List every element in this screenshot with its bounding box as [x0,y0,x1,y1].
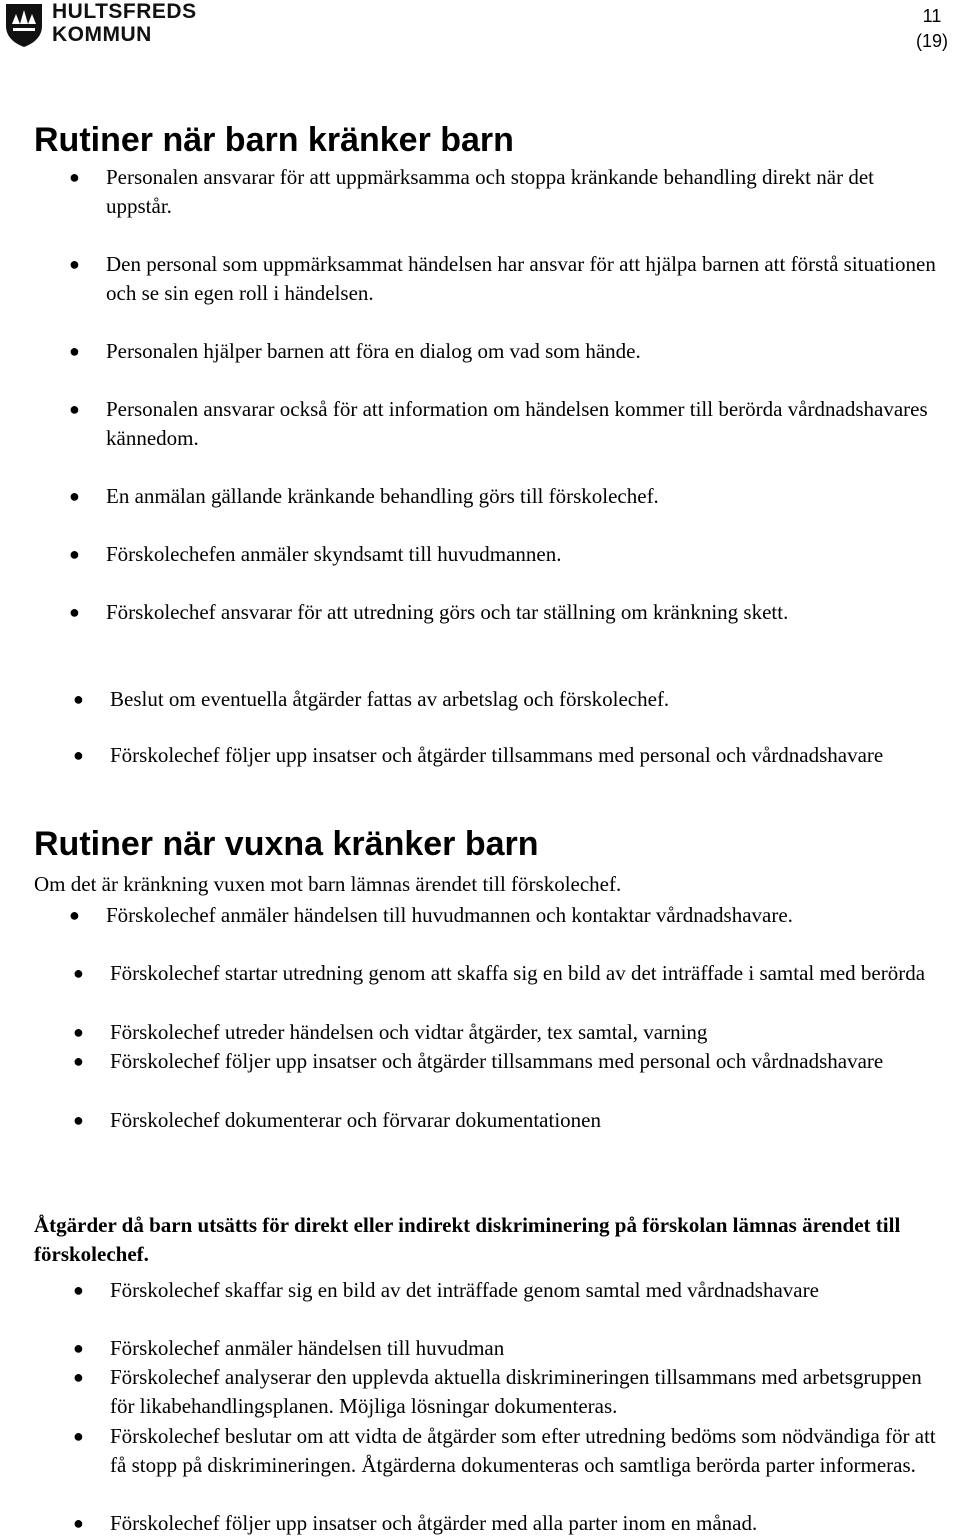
list-item: ● Förskolechefen anmäler skyndsamt till huvudmannen. [106,540,936,569]
section-title-children: Rutiner när barn kränker barn [34,121,514,159]
bullet-icon: ● [69,486,80,506]
bullet-icon: ● [69,544,80,564]
logo-line-1: HULTSFREDS [52,0,197,23]
list-item: ● Personalen ansvarar för att uppmärksamma och stoppa kränkande behandling direkt när det uppstår. [69,165,874,218]
list-item: ● Förskolechef anmäler händelsen till huvudman [110,1334,940,1363]
list-item: ● Den personal som uppmärksammat händelsen har ansvar för att hjälpa barnen att förstå situationen och se sin egen roll i händelsen. [69,252,936,305]
list-item: ● Förskolechef dokumenterar och förvarar dokumentationen [110,1106,940,1135]
section-title-adults: Rutiner när vuxna kränker barn [34,825,539,863]
bullet-icon: ● [73,689,84,709]
list-item: ● Förskolechef följer upp insatser och åtgärder tillsammans med personal och vårdnadshavare [110,1047,940,1076]
bullet-icon: ● [73,1367,84,1387]
bullet-icon: ● [73,1513,84,1533]
list-item: ● Förskolechef startar utredning genom att skaffa sig en bild av det inträffade i samtal med berörda [110,959,940,988]
page-number [916,4,948,54]
discrimination-heading: Åtgärder då barn utsätts för direkt eller indirekt diskriminering på förskolan lämnas ärendet till förskolechef. [34,1213,901,1266]
bullet-icon: ● [73,1280,84,1300]
list-item: ● En anmälan gällande kränkande behandling görs till förskolechef. [106,482,936,511]
list-item: ● Beslut om eventuella åtgärder fattas av arbetslag och förskolechef. [110,685,936,714]
bullet-icon: ● [73,745,84,765]
bullet-icon: ● [73,1022,84,1042]
bullet-icon: ● [73,1338,84,1358]
bullet-icon: ● [69,399,80,419]
logo-line-2: KOMMUN [52,23,152,46]
bullet-icon: ● [69,341,80,361]
logo-wordmark [52,0,197,46]
list-item: ● Förskolechef skaffar sig en bild av det inträffade genom samtal med vårdnadshavare [110,1276,940,1305]
bullet-icon: ● [73,963,84,983]
bullet-icon: ● [69,905,80,925]
list-item: ● Förskolechef följer upp insatser och åtgärder tillsammans med personal och vårdnadshavare [110,741,936,770]
bullet-icon: ● [69,167,80,187]
bullet-icon: ● [69,254,80,274]
municipality-logo [4,0,204,52]
adults-intro: Om det är kränkning vuxen mot barn lämnas ärendet till förskolechef. [34,872,622,896]
list-item: ● Förskolechef utreder händelsen och vidtar åtgärder, tex samtal, varning [110,1018,940,1047]
list-item: ● Förskolechef beslutar om att vidta de åtgärder som efter utredning bedöms som nödvändiga för att få stopp på diskrimineringen. Åtgärderna dokumenteras och samtliga berörda parter informeras. [73,1424,936,1477]
bullet-icon: ● [73,1426,84,1446]
bullet-icon: ● [73,1110,84,1130]
crest-icon [4,2,44,48]
page-total: (19) [915,31,948,51]
list-item: ● Förskolechef analyserar den upplevda aktuella diskrimineringen tillsammans med arbetsgruppen för likabehandlingsplanen. Möjliga lösningar dokumenteras. [73,1365,922,1418]
list-item: ● Personalen ansvarar också för att information om händelsen kommer till berörda vårdnadshavares kännedom. [69,397,928,450]
bullet-icon: ● [73,1051,84,1071]
bullet-icon: ● [69,602,80,622]
list-item: ● Förskolechef anmäler händelsen till huvudmannen och kontaktar vårdnadshavare. [106,901,940,930]
list-item: ● Förskolechef ansvarar för att utredning görs och tar ställning om kränkning skett. [106,598,936,627]
list-item: ● Personalen hjälper barnen att föra en dialog om vad som hände. [106,337,936,366]
page-current: 11 [922,6,942,26]
list-item: ● Förskolechef följer upp insatser och åtgärder med alla parter inom en månad. [110,1509,940,1538]
